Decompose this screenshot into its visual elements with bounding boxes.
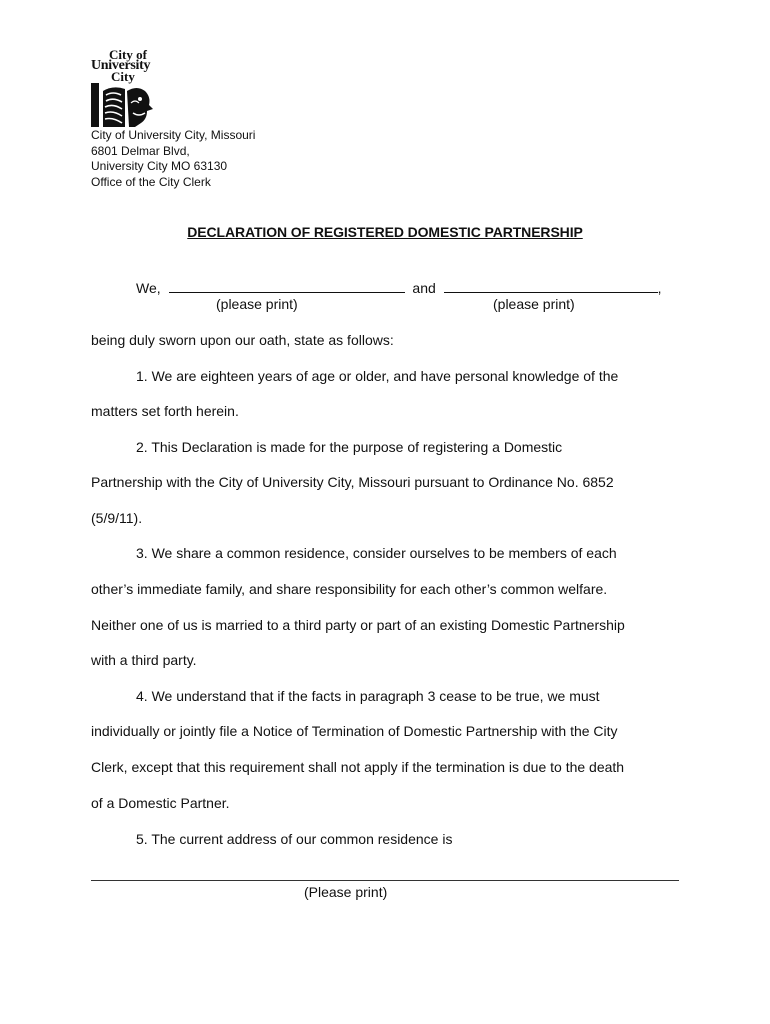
partner-2-name-field[interactable] [444, 278, 658, 293]
address-line-3: University City MO 63130 [91, 159, 228, 173]
paragraph-3-line-2: other’s immediate family, and share responsibility for each other’s common welfare. [91, 581, 608, 597]
logo-text-city: City [111, 69, 135, 84]
paragraph-4-line-2: individually or jointly file a Notice of Termination of Domestic Partnership with the City [91, 723, 618, 739]
paragraph-1-line-1: 1. We are eighteen years of age or older, and have personal knowledge of the [136, 368, 619, 384]
address-line-1: City of University City, Missouri [91, 128, 256, 142]
clerk-address-block [91, 128, 255, 190]
paragraph-4-line-1: 4. We understand that if the facts in paragraph 3 cease to be true, we must [136, 688, 600, 704]
comma-label: , [657, 280, 662, 296]
paragraph-2-line-1: 2. This Declaration is made for the purpose of registering a Domestic [136, 439, 563, 455]
paragraph-3-line-4: with a third party. [91, 652, 197, 668]
logo-text-city-of: City of [109, 47, 147, 62]
city-logo [89, 47, 159, 129]
paragraph-3-line-3: Neither one of us is married to a third party or part of an existing Domestic Partnership [91, 617, 625, 633]
oath-statement: being duly sworn upon our oath, state as follows: [91, 332, 394, 348]
residence-address-field[interactable] [91, 880, 679, 881]
paragraph-2-line-3: (5/9/11). [91, 510, 143, 526]
address-line-2: 6801 Delmar Blvd, [91, 143, 190, 158]
and-label: and [412, 280, 436, 296]
paragraph-4-line-4: of a Domestic Partner. [91, 795, 230, 811]
paragraph-4-line-3: Clerk, except that this requirement shall not apply if the termination is due to the death [91, 759, 625, 775]
paragraph-1-line-2: matters set forth herein. [91, 403, 239, 419]
we-label: We, [136, 280, 161, 296]
paragraph-2-line-2: Partnership with the City of University City, Missouri pursuant to Ordinance No. 6852 [91, 474, 614, 490]
paragraph-5-line-1: 5. The current address of our common residence is [136, 831, 453, 847]
residence-address-print-hint: (Please print) [304, 884, 388, 900]
address-line-4: Office of the City Clerk [91, 174, 211, 189]
logo-text-university: University [91, 58, 151, 73]
paragraph-3-line-1: 3. We share a common residence, consider ourselves to be members of each [136, 545, 617, 561]
partner-2-print-hint: (please print) [493, 296, 575, 312]
partner-1-name-field[interactable] [169, 278, 405, 293]
partner-names-row [136, 278, 662, 296]
document-title: DECLARATION OF REGISTERED DOMESTIC PARTNERSHIP [187, 224, 583, 240]
partner-1-print-hint: (please print) [216, 296, 298, 312]
lion-emblem-icon [91, 83, 157, 129]
